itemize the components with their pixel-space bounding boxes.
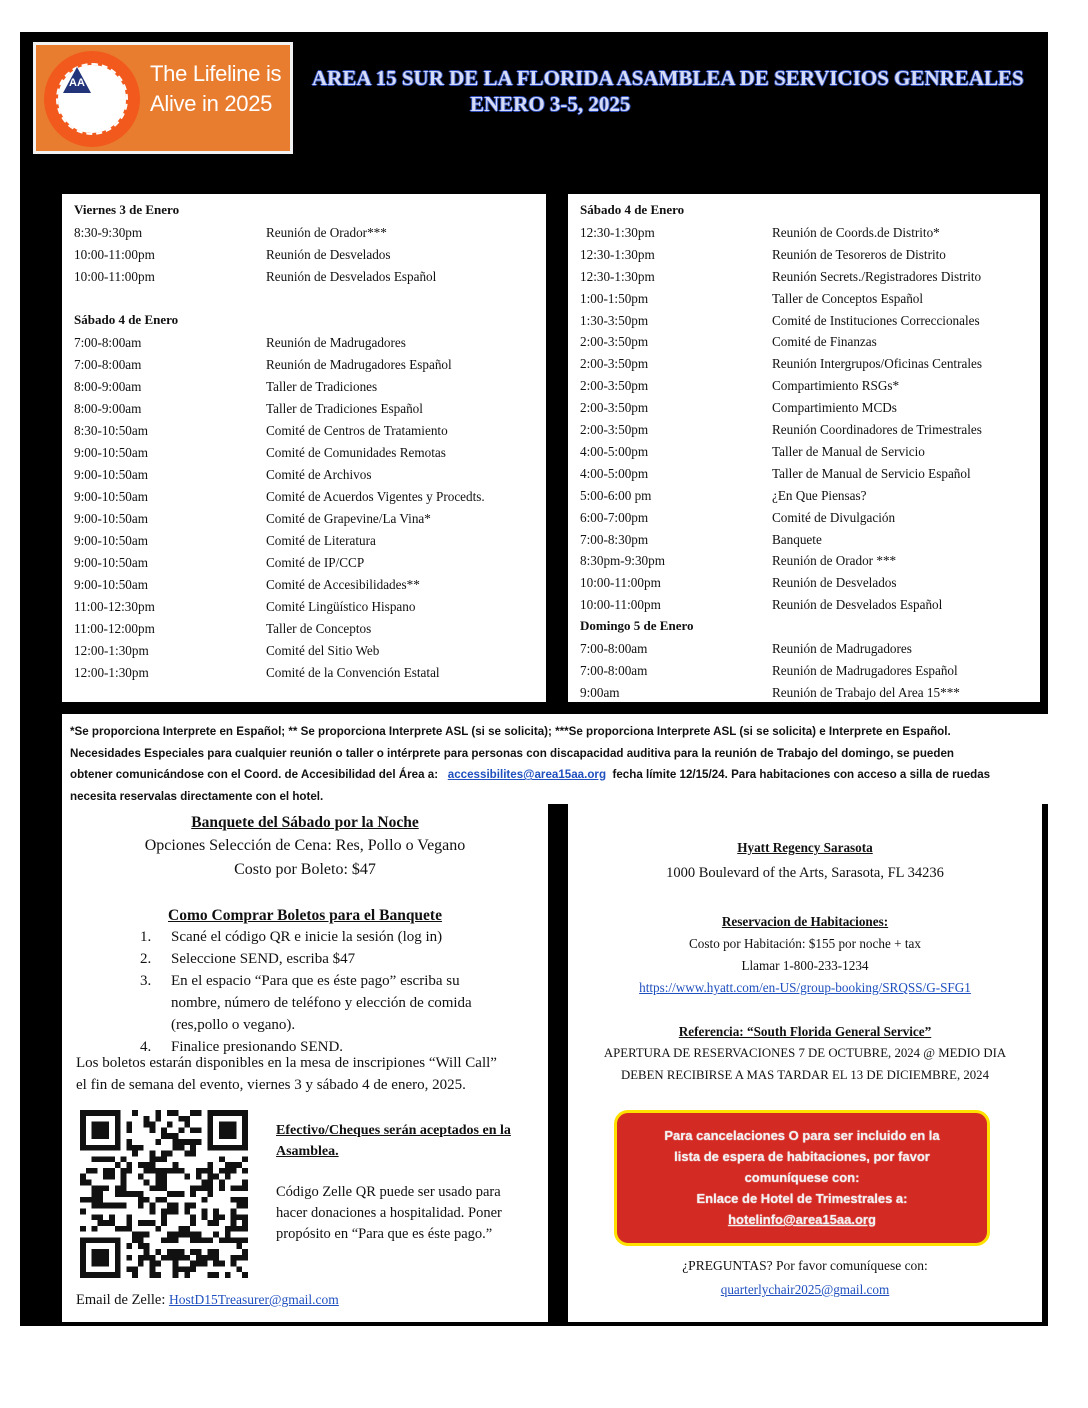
notes-line1: *Se proporciona Interprete en Español; ** Se proporciona Interprete ASL (si se solicita); ***Se proporciona Interprete ASL (si se solicita) e Interprete en Español. <box>70 725 951 738</box>
notes-panel <box>62 714 1048 804</box>
schedule-time: 2:00-3:50pm <box>580 378 649 394</box>
life-ring-icon <box>44 51 140 147</box>
booking-reference: Referencia: “South Florida General Service” <box>678 1024 932 1039</box>
zelle-note <box>276 1182 502 1245</box>
step-number: 3. <box>140 973 152 989</box>
schedule-event: Comité de IP/CCP <box>266 555 365 570</box>
schedule-time: 8:00-9:00am <box>74 379 142 394</box>
schedule-time: 4:00-5:00pm <box>580 443 649 459</box>
schedule-row <box>74 596 540 618</box>
schedule-row <box>580 463 1034 485</box>
schedule-panel-left <box>62 194 546 702</box>
schedule-time: 9:00-10:50am <box>74 467 148 482</box>
step-text: nombre, número de teléfono y elección de comida <box>171 995 472 1011</box>
questions-text: ¿PREGUNTAS? Por favor comuníquese con: <box>682 1258 928 1273</box>
logo-text-line2: Alive in 2025 <box>150 91 273 116</box>
schedule-row <box>74 442 540 464</box>
schedule-row <box>580 572 1034 594</box>
schedule-time: 8:30-10:50am <box>74 423 148 438</box>
schedule-event: Comité de Grapevine/La Vina* <box>266 511 431 526</box>
schedule-time: 12:30-1:30pm <box>580 268 655 284</box>
schedule-day-heading: Sábado 4 de Enero <box>580 202 685 217</box>
hotel-phone: Llamar 1-800-233-1234 <box>741 958 869 973</box>
schedule-time: 7:00-8:00am <box>580 662 648 678</box>
schedule-time: 1:00-1:50pm <box>580 290 649 306</box>
accessibility-email-link[interactable]: accessibilites@area15aa.org <box>447 768 607 781</box>
schedule-event: Banquete <box>772 531 822 547</box>
schedule-row <box>74 508 540 530</box>
schedule-row <box>580 441 1034 463</box>
schedule-event: Reunión de Desvelados Español <box>266 269 437 284</box>
schedule-event: Comité de Accesibilidades** <box>266 577 420 592</box>
hotel-info-email-link[interactable]: hotelinfo@area15aa.org <box>728 1212 876 1227</box>
schedule-row <box>74 486 540 508</box>
schedule-time: 1:30-3:50pm <box>580 312 649 328</box>
schedule-row <box>580 507 1034 529</box>
schedule-event: Reunión de Madrugadores Español <box>772 662 958 678</box>
step-text: Seleccione SEND, escriba $47 <box>171 951 356 967</box>
schedule-row <box>74 640 540 662</box>
schedule-row <box>580 485 1034 507</box>
schedule-time: 12:00-1:30pm <box>74 643 149 658</box>
schedule-day-heading: Domingo 5 de Enero <box>580 618 694 634</box>
schedule-time: 9:00-10:50am <box>74 555 148 570</box>
banquet-options: Opciones Selección de Cena: Res, Pollo o Vegano <box>144 837 466 854</box>
schedule-event: Comité de Literatura <box>266 533 376 548</box>
hotel-name: Hyatt Regency Sarasota <box>737 840 873 855</box>
schedule-time: 9:00-10:50am <box>74 577 148 592</box>
notes-line3-pre: obtener comunicándose con el Coord. de Accesibilidad del Área a: <box>70 768 439 781</box>
schedule-event: Comité de Centros de Tratamiento <box>266 423 448 438</box>
schedule-time: 7:00-8:00am <box>74 357 142 372</box>
schedule-row <box>74 464 540 486</box>
cash-note-line2: Asamblea. <box>276 1144 339 1159</box>
schedule-event: Comité de Finanzas <box>772 334 877 350</box>
schedule-row <box>580 638 1034 660</box>
zelle-email-row <box>76 1292 339 1309</box>
step-text: (res,pollo o vegano). <box>171 1017 296 1033</box>
notes-line3 <box>70 764 1040 786</box>
logo-text-line1: The Lifeline is <box>150 61 282 86</box>
schedule-event: Taller de Manual de Servicio <box>772 443 925 459</box>
schedule-row <box>580 222 1034 244</box>
schedule-event: Reunión de Desvelados <box>772 575 897 591</box>
questions-email-row <box>568 1282 1042 1298</box>
schedule-event: Reunión de Orador *** <box>772 553 897 569</box>
booking-url-link[interactable]: https://www.hyatt.com/en-US/group-booking/SRQSS/G-SFG1 <box>639 980 971 995</box>
schedule-row <box>580 419 1034 441</box>
step-text: En el espacio “Para que es éste pago” escriba su <box>171 973 460 989</box>
zelle-qr-code <box>80 1110 248 1278</box>
schedule-row <box>580 550 1034 572</box>
booking-url-row <box>568 980 1042 996</box>
cancellation-line4: Enlace de Hotel de Trimestrales a: <box>696 1191 908 1206</box>
schedule-row <box>580 594 1034 616</box>
schedule-row <box>74 244 540 266</box>
cash-note-line1: Efectivo/Cheques serán aceptados en la <box>276 1123 511 1138</box>
cancellation-line1: Para cancelaciones O para ser incluido en la <box>664 1128 940 1143</box>
step-text: Finalice presionando SEND. <box>171 1039 344 1055</box>
schedule-time: 12:30-1:30pm <box>580 246 655 262</box>
schedule-event: ¿En Que Piensas? <box>772 487 867 503</box>
schedule-event: Comité del Sitio Web <box>266 643 380 658</box>
schedule-day-heading: Viernes 3 de Enero <box>74 202 180 217</box>
schedule-row <box>580 288 1034 310</box>
notes-line4: necesita reservalas directamente con el hotel. <box>70 789 324 803</box>
zelle-note-line3: propósito en “Para que es éste pago.” <box>276 1226 493 1242</box>
schedule-time: 7:00-8:00am <box>580 641 648 656</box>
schedule-row <box>580 397 1034 419</box>
booking-opening: APERTURA DE RESERVACIONES 7 DE OCTUBRE, 2024 @ MEDIO DIA <box>603 1046 1007 1060</box>
schedule-time: 2:00-3:50pm <box>580 422 649 437</box>
schedule-event: Comité de Acuerdos Vigentes y Procedts. <box>266 489 485 504</box>
step-number: 4. <box>140 1039 152 1055</box>
schedule-event: Compartimiento MCDs <box>772 400 897 416</box>
schedule-row <box>74 398 540 420</box>
schedule-row <box>580 353 1034 375</box>
cancellation-notice <box>614 1110 990 1246</box>
hotel-address: 1000 Boulevard of the Arts, Sarasota, FL 34236 <box>666 865 944 881</box>
schedule-row <box>74 354 540 376</box>
questions-email-link[interactable]: quarterlychair2025@gmail.com <box>720 1282 890 1297</box>
schedule-time: 4:00-5:00pm <box>580 465 649 481</box>
schedule-time: 5:00-6:00 pm <box>580 487 652 503</box>
how-to-buy-title: Como Comprar Boletos para el Banquete <box>168 907 442 924</box>
room-cost: Costo por Habitación: $155 por noche + tax <box>689 936 921 951</box>
zelle-email-label: Email de Zelle: <box>76 1292 166 1308</box>
schedule-row <box>580 331 1034 353</box>
schedule-event: Comité de Divulgación <box>772 509 896 525</box>
schedule-event: Comité Lingüístico Hispano <box>266 599 416 614</box>
schedule-time: 10:00-11:00pm <box>74 247 155 262</box>
booking-deadline: DEBEN RECIBIRSE A MAS TARDAR EL 13 DE DICIEMBRE, 2024 <box>621 1068 989 1082</box>
schedule-event: Reunión Secrets./Registradores Distrito <box>772 268 982 284</box>
schedule-row <box>580 310 1034 332</box>
logo-text <box>150 59 290 119</box>
schedule-time: 9:00-10:50am <box>74 511 148 526</box>
schedule-event: Reunión de Madrugadores <box>772 641 912 656</box>
schedule-event: Taller de Conceptos <box>266 621 372 636</box>
step-number: 2. <box>140 951 152 967</box>
banquet-title: Banquete del Sábado por la Noche <box>191 814 419 831</box>
schedule-row <box>74 552 540 574</box>
schedule-time: 8:30-9:30pm <box>74 225 143 240</box>
cancellation-line2: lista de espera de habitaciones, por favor <box>674 1149 930 1164</box>
schedule-time: 12:00-1:30pm <box>74 665 149 680</box>
schedule-time: 10:00-11:00pm <box>74 269 155 284</box>
schedule-event: Comité de la Convención Estatal <box>266 665 440 680</box>
schedule-time: 8:00-9:00am <box>74 401 142 416</box>
cancellation-line3: comuníquese con: <box>744 1170 860 1185</box>
schedule-event: Reunión de Trabajo del Area 15*** <box>772 684 960 700</box>
schedule-time: 10:00-11:00pm <box>580 575 661 591</box>
schedule-row <box>74 420 540 442</box>
reservations-title: Reservacion de Habitaciones: <box>721 914 889 929</box>
aa-emblem-text: AA <box>69 77 85 89</box>
will-call-line2: el fin de semana del evento, viernes 3 y sábado 4 de enero, 2025. <box>76 1077 466 1093</box>
cash-checks-note <box>276 1120 511 1162</box>
schedule-event: Reunión de Coords.de Distrito* <box>772 224 940 240</box>
schedule-time: 11:00-12:00pm <box>74 621 155 636</box>
schedule-time: 9:00am <box>580 684 620 700</box>
schedule-row <box>580 529 1034 551</box>
schedule-event: Comité de Instituciones Correccionales <box>772 312 980 328</box>
step-number: 1. <box>140 929 152 945</box>
schedule-event: Taller de Tradiciones <box>266 379 378 394</box>
schedule-time: 9:00-10:50am <box>74 445 148 460</box>
schedule-event: Reunión Intergrupos/Oficinas Centrales <box>772 356 982 372</box>
schedule-time: 2:00-3:50pm <box>580 400 649 416</box>
schedule-time: 9:00-10:50am <box>74 533 148 548</box>
schedule-row <box>74 530 540 552</box>
schedule-event: Reunión de Desvelados Español <box>772 597 943 613</box>
schedule-day-heading: Sábado 4 de Enero <box>74 312 179 327</box>
schedule-time: 6:00-7:00pm <box>580 509 649 525</box>
schedule-event: Taller de Manual de Servicio Español <box>772 465 971 481</box>
schedule-event: Reunión de Orador*** <box>266 225 387 240</box>
zelle-note-line1: Código Zelle QR puede ser usado para <box>276 1184 501 1200</box>
page-subtitle-dates: ENERO 3-5, 2025 <box>470 92 631 116</box>
schedule-row <box>74 376 540 398</box>
schedule-event: Reunión de Madrugadores Español <box>266 357 452 372</box>
step-text: Scané el código QR e inicie la sesión (log in) <box>171 929 443 945</box>
notes-line3-post: fecha límite 12/15/24. Para habitaciones con acceso a silla de ruedas <box>612 768 991 781</box>
will-call-line1: Los boletos estarán disponibles en la mesa de inscripiones “Will Call” <box>76 1055 497 1071</box>
schedule-time: 7:00-8:00am <box>74 335 142 350</box>
zelle-note-line2: hacer donaciones a hospitalidad. Poner <box>276 1205 502 1221</box>
schedule-event: Reunión de Desvelados <box>266 247 391 262</box>
schedule-event: Comité de Comunidades Remotas <box>266 445 446 460</box>
schedule-time: 10:00-11:00pm <box>580 597 661 613</box>
schedule-row <box>580 266 1034 288</box>
schedule-row <box>580 375 1034 397</box>
schedule-row <box>74 222 540 244</box>
schedule-row <box>74 662 540 684</box>
schedule-event: Taller de Tradiciones Español <box>266 401 423 416</box>
schedule-time: 9:00-10:50am <box>74 489 148 504</box>
schedule-time: 7:00-8:30pm <box>580 531 649 547</box>
schedule-row <box>580 660 1034 682</box>
schedule-event: Compartimiento RSGs* <box>772 378 900 394</box>
schedule-event: Reunión de Madrugadores <box>266 335 406 350</box>
banquet-cost: Costo por Boleto: $47 <box>234 861 376 878</box>
schedule-panel-right <box>568 194 1040 702</box>
schedule-time: 11:00-12:30pm <box>74 599 155 614</box>
schedule-time: 2:00-3:50pm <box>580 356 649 372</box>
schedule-time: 2:00-3:50pm <box>580 334 649 350</box>
page-title: AREA 15 SUR DE LA FLORIDA ASAMBLEA DE SERVICIOS GENREALES <box>312 66 1024 90</box>
schedule-event: Reunión Coordinadores de Trimestrales <box>772 422 982 437</box>
schedule-row <box>74 266 540 288</box>
notes-line2: Necesidades Especiales para cualquier reunión o taller o intérprete para personas con discapacidad auditiva para la reunión de Trabajo del domingo, se pueden <box>70 746 954 760</box>
schedule-event: Reunión de Tesoreros de Distrito <box>772 246 946 262</box>
schedule-row <box>74 618 540 640</box>
zelle-email-link[interactable]: HostD15Treasurer@gmail.com <box>169 1292 339 1307</box>
schedule-time: 8:30pm-9:30pm <box>580 553 665 569</box>
event-logo <box>33 42 293 154</box>
schedule-time: 12:30-1:30pm <box>580 224 655 240</box>
schedule-row <box>74 332 540 354</box>
schedule-row <box>74 574 540 596</box>
schedule-row <box>580 244 1034 266</box>
schedule-event: Comité de Archivos <box>266 467 372 482</box>
schedule-event: Taller de Conceptos Español <box>772 290 924 306</box>
schedule-row <box>580 682 1034 704</box>
